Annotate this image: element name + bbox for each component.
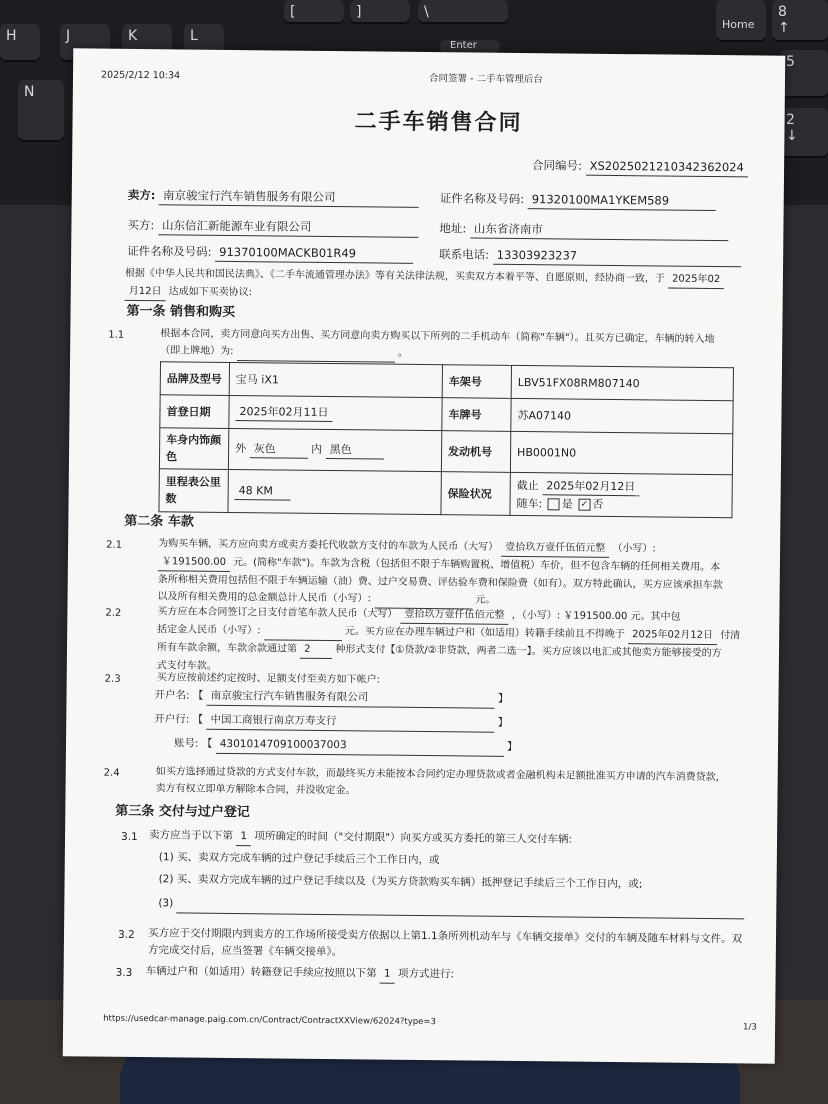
table-cell: 宝马 iX1 bbox=[229, 362, 442, 397]
table-cell bbox=[510, 472, 732, 517]
clause-text: 卖方应当于以下第 bbox=[148, 829, 234, 843]
key-label: J bbox=[66, 28, 71, 44]
clause-2-1 bbox=[157, 535, 758, 612]
clause-text: （小写）: bbox=[612, 542, 656, 555]
bracket-left: 【 bbox=[201, 737, 213, 750]
contract-number-label: 合同编号: bbox=[532, 158, 583, 173]
deposit-blank bbox=[264, 622, 342, 641]
clause-text: 买方应在本合同签订之日支付首笔车款人民币（大写） bbox=[157, 606, 398, 620]
first-reg-date: 2025年02月11日 bbox=[235, 403, 332, 422]
payment-method: 2 bbox=[300, 641, 332, 659]
table-header-cell: 车牌号 bbox=[442, 398, 511, 432]
clause-text: 项所确定的时间（"交付期限"）向买方或买方委托的第三人交付车辆: bbox=[254, 830, 573, 846]
bracket-left: 【 bbox=[192, 713, 204, 726]
address-value: 山东省济南市 bbox=[470, 220, 728, 241]
amount-in-words: 壹拾玖万壹仟伍佰元整 bbox=[501, 539, 609, 558]
seller-row bbox=[128, 187, 419, 208]
clause-text: 以及所有相关费用的总金额总计人民币（小写）: bbox=[157, 591, 371, 605]
key-bracket-right bbox=[350, 0, 410, 22]
key-n bbox=[18, 80, 64, 140]
seller-value: 南京骏宝行汽车销售服务有限公司 bbox=[159, 187, 419, 208]
key-label: L bbox=[190, 28, 198, 44]
clause-text: 付清 bbox=[720, 630, 741, 642]
print-datetime: 2025/2/12 10:34 bbox=[100, 69, 181, 82]
checkbox-yes[interactable] bbox=[548, 498, 560, 510]
option-3-blank bbox=[176, 895, 744, 919]
clause-text: 元。(简称"车款")。车款为含税（包括但不限于车辆购置税、增值税）车价，但不包含车辆的任何相关费用。本 bbox=[233, 557, 721, 574]
first-payment-in-words: 壹拾玖万壹仟伍佰元整 bbox=[400, 606, 508, 625]
key-label: K bbox=[128, 28, 138, 44]
key-label: 5 bbox=[786, 54, 795, 70]
key-label: Enter bbox=[450, 40, 477, 51]
clause-2-2 bbox=[157, 603, 758, 680]
insurance-with-label: 随车: bbox=[516, 496, 543, 510]
clause-number: 2.2 bbox=[105, 607, 122, 619]
phone-row bbox=[439, 246, 741, 267]
table-header-cell: 车架号 bbox=[442, 365, 511, 399]
insurance-date: 2025年02月12日 bbox=[542, 477, 639, 496]
page-number: 1/3 bbox=[743, 1022, 757, 1033]
amount-value: ￥191500.00 bbox=[158, 553, 230, 572]
table-cell bbox=[229, 395, 442, 430]
bank-label: 开户行: bbox=[154, 713, 190, 726]
print-page-title: 合同签署 - 二手车管理后台 bbox=[428, 73, 544, 86]
key-label: N bbox=[24, 84, 35, 100]
clause-text: 括定金人民币（小写）: bbox=[157, 624, 261, 637]
clause-text: ，（小写）: bbox=[511, 609, 561, 622]
buyer-row bbox=[127, 217, 418, 238]
contract-page bbox=[63, 48, 786, 1063]
buyer-id-label: 证件名称及号码: bbox=[127, 243, 212, 259]
clause-text: 种形式支付【①贷款/②非贷款，两者二选一】。买方应该以电汇或其他卖方能够接受的方 bbox=[335, 644, 722, 660]
contract-number bbox=[532, 157, 748, 177]
seller-label: 卖方: bbox=[127, 187, 156, 203]
clause-text: 如买方选择通过贷款的方式支付车款，而最终买方未能按本合同约定办理贷款或者金融机构未足额批准买方申请的汽车消费贷款， bbox=[155, 766, 726, 784]
option-3 bbox=[158, 895, 744, 919]
checkbox-no[interactable]: ✓ bbox=[578, 498, 590, 510]
intro-text-1: 根据《中华人民共和国民法典》、《二手车流通管理办法》等有关法律法规，买卖双方本着平等、自愿原则，经协商一致，于 bbox=[124, 267, 665, 285]
key-label: ] bbox=[356, 4, 362, 20]
table-cell bbox=[228, 469, 441, 514]
contract-number-value: XS2025021210342362024 bbox=[586, 158, 748, 178]
seller-id-label: 证件名称及号码: bbox=[439, 191, 525, 207]
buyer-value: 山东信汇新能源车业有限公司 bbox=[158, 217, 418, 238]
phone-label: 联系电话: bbox=[439, 247, 490, 262]
bracket-right: 】 bbox=[497, 716, 509, 729]
account-name: 南京骏宝行汽车销售服务有限公司 bbox=[207, 688, 495, 709]
section-3-title: 第三条 交付与过户登记 bbox=[115, 803, 250, 821]
clause-number: 3.2 bbox=[117, 928, 135, 941]
clause-1-1: 根据本合同，卖方同意向买方出售、买方同意向卖方购买以下所列的二手机动车（简称"车辆"）。且买方已确定，车辆的转入地 （即上牌地）为: 。 bbox=[160, 325, 760, 366]
section-1-title: 第一条 销售和购买 bbox=[126, 303, 236, 321]
clause-number: 2.3 bbox=[104, 673, 121, 685]
key-backslash bbox=[418, 0, 508, 22]
buyer-id-row bbox=[127, 243, 413, 264]
mileage-value: 48 KM bbox=[235, 482, 291, 501]
key-label: H bbox=[6, 28, 17, 44]
table-row bbox=[159, 428, 732, 475]
intro-date-b: 月12日 bbox=[125, 283, 166, 301]
transfer-item: 1 bbox=[380, 966, 395, 984]
table-header-cell: 里程表公里数 bbox=[159, 469, 228, 513]
intro-text-2: 达成如下买卖协议: bbox=[168, 286, 253, 299]
clause-text: 元。其中包 bbox=[630, 611, 681, 623]
clause-number: 2.1 bbox=[106, 539, 123, 551]
key-label: [ bbox=[290, 4, 296, 20]
clause-text: 项方式进行: bbox=[397, 967, 455, 981]
key-2 bbox=[780, 108, 828, 156]
table-header-cell: 车身内饰颜色 bbox=[159, 428, 228, 470]
seller-id-value: 91320100MA1YKEM589 bbox=[528, 191, 716, 211]
option-3-label: (3) bbox=[158, 897, 174, 910]
section-2-title: 第二条 车款 bbox=[124, 513, 194, 530]
table-cell bbox=[228, 428, 441, 471]
bracket-right: 】 bbox=[498, 692, 509, 705]
clause-number: 3.1 bbox=[120, 830, 138, 844]
bank-name: 中国工商银行南京万寿支行 bbox=[206, 712, 494, 733]
key-label: 8 bbox=[778, 4, 787, 20]
account-number-label: 账号: bbox=[173, 737, 199, 750]
clause-text: 方完成交付后，应当签署《车辆交接单》。 bbox=[147, 944, 343, 959]
key-h bbox=[0, 24, 40, 60]
clause-text: 条所称相关费用包括但不限于车辆运输（油）费、过户交易费、评估验车费和保险费（如有）。双方特此确认，买方应该承担车款 bbox=[157, 574, 723, 592]
bracket-left: 【 bbox=[192, 689, 204, 702]
option-2: (2) 买、卖双方完成车辆的过户登记手续以及（为买方贷款购买车辆）抵押登记手续后三个工作日内，或; bbox=[158, 873, 643, 891]
account-name-row bbox=[154, 687, 508, 709]
clause-number: 2.4 bbox=[103, 767, 120, 779]
clause-text: 元。买方应在办理车辆过户和（如适用）转籍手续前且不得晚于 bbox=[344, 626, 625, 641]
key-label: \ bbox=[424, 4, 429, 20]
intro-paragraph bbox=[125, 265, 755, 308]
clause-text: 式支付车款。 bbox=[156, 660, 217, 672]
vehicle-table bbox=[158, 361, 734, 518]
inner-color: 黑色 bbox=[326, 441, 384, 460]
address-label: 地址: bbox=[439, 221, 467, 236]
account-name-label: 开户名: bbox=[154, 689, 190, 702]
registration-place-blank bbox=[237, 343, 395, 363]
clause-3-1 bbox=[149, 827, 759, 851]
insurance-until-label: 截止 bbox=[516, 478, 539, 492]
inner-color-label: 内 bbox=[311, 442, 323, 456]
outer-color-label: 外 bbox=[235, 442, 247, 456]
key-label: ↑ bbox=[778, 20, 790, 36]
buyer-label: 买方: bbox=[127, 217, 155, 233]
table-header-cell: 保险状况 bbox=[441, 472, 510, 516]
clause-number: 1.1 bbox=[108, 329, 125, 341]
table-cell: HB0001N0 bbox=[510, 431, 732, 474]
outer-color: 灰色 bbox=[250, 440, 308, 459]
clause-text: 为购买车辆，买方应向卖方或卖方委托代收款方支付的车款为人民币（大写） bbox=[158, 538, 499, 553]
table-cell: 苏A07140 bbox=[511, 398, 733, 433]
table-header-cell: 品牌及型号 bbox=[160, 362, 229, 396]
key-label: 2 bbox=[786, 112, 795, 128]
phone-value: 13303923237 bbox=[493, 247, 741, 268]
option-1: (1) 买、卖双方完成车辆的过户登记手续后三个工作日内，或 bbox=[158, 851, 440, 867]
bank-row bbox=[154, 711, 508, 733]
clause-text: 元。 bbox=[475, 594, 496, 606]
key-bracket-left bbox=[284, 0, 344, 22]
clause-text: 卖方有权立即单方解除本合同，并没收定金。 bbox=[155, 783, 356, 797]
yes-label: 是 bbox=[561, 496, 573, 511]
table-cell: LBV51FX08RM807140 bbox=[511, 365, 733, 400]
key-label: ↓ bbox=[786, 128, 798, 144]
key-8 bbox=[772, 0, 828, 40]
clause-text: 所有车款余额，车款余款通过第 bbox=[156, 642, 298, 655]
bracket-right: 】 bbox=[507, 740, 518, 753]
clause-number: 3.3 bbox=[115, 966, 133, 979]
clause-2-4 bbox=[155, 763, 765, 803]
table-row bbox=[159, 469, 732, 518]
account-number-row bbox=[174, 735, 518, 757]
first-payment-amount: ￥191500.00 bbox=[563, 610, 628, 623]
key-label: Home bbox=[722, 18, 755, 31]
table-header-cell: 首登日期 bbox=[160, 395, 229, 429]
delivery-item: 1 bbox=[236, 828, 251, 846]
intro-date-a: 2025年02 bbox=[668, 271, 724, 290]
table-header-cell: 发动机号 bbox=[441, 431, 510, 473]
key-5 bbox=[780, 50, 828, 96]
clause-3-3 bbox=[146, 963, 766, 987]
footer-url: https://usedcar-manage.paig.com.cn/Contract/ContractXXView/62024?type=3 bbox=[103, 1013, 436, 1028]
no-label: 否 bbox=[592, 497, 604, 511]
clause-text: 车辆过户和（如适用）转籍登记手续应按照以下第 bbox=[145, 965, 377, 980]
buyer-id-value: 91370100MACKB01R49 bbox=[215, 244, 413, 264]
page-title: 二手车销售合同 bbox=[354, 109, 523, 137]
clause-1-1-line-1: 根据本合同，卖方同意向买方出售、买方同意向卖方购买以下所列的二手机动车（简称"车辆"）。且买方已确定，车辆的转入地 bbox=[160, 328, 715, 346]
key-home bbox=[716, 0, 766, 40]
clause-1-1-line-2: （即上牌地）为: bbox=[160, 345, 234, 357]
seller-id-row bbox=[440, 190, 716, 211]
payoff-date: 2025年02月12日 bbox=[628, 626, 717, 645]
address-row bbox=[439, 220, 728, 241]
clause-text: 买方应于交付期限内到卖方的工作场所接受卖方依据以上第1.1条所列机动车与《车辆交接单》交付的车辆及随车材料与文件。双 bbox=[147, 927, 743, 946]
clause-3-2 bbox=[148, 925, 768, 965]
clause-text: 买方应按前述约定按时、足额支付至卖方如下帐户: bbox=[156, 672, 381, 686]
account-number: 4301014709100037003 bbox=[216, 736, 504, 757]
